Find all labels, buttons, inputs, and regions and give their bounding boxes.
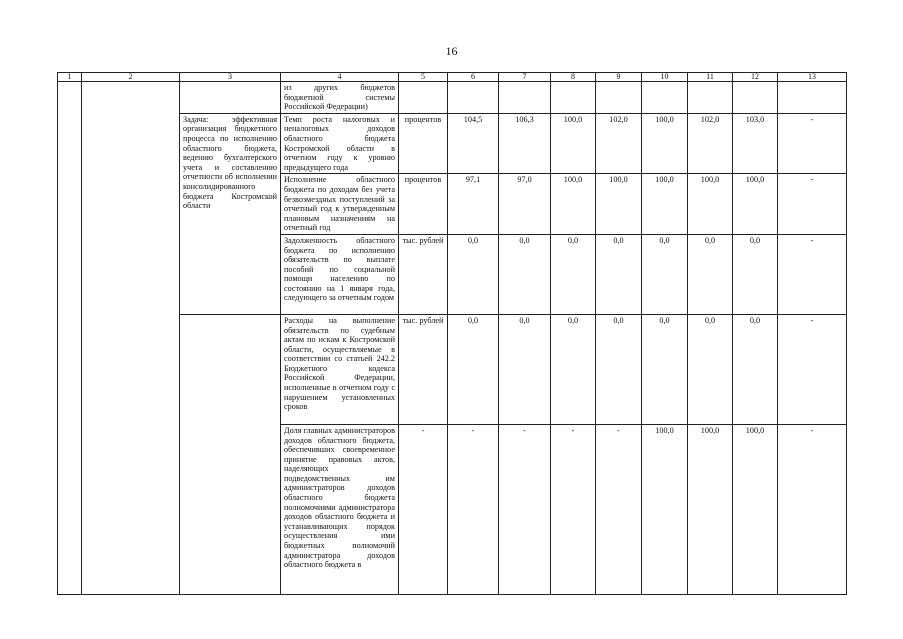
- value-cell: 0,0: [448, 314, 499, 424]
- header-cell: 10: [642, 73, 688, 82]
- value-cell: 100,0: [551, 174, 596, 235]
- value-cell: -: [778, 113, 847, 174]
- header-cell: 12: [733, 73, 778, 82]
- value-cell: 0,0: [688, 234, 733, 314]
- value-cell: 0,0: [642, 314, 688, 424]
- header-row: [58, 73, 847, 82]
- header-cell: 5: [399, 73, 448, 82]
- value-cell: -: [499, 424, 551, 594]
- value-cell: 100,0: [642, 174, 688, 235]
- value-cell: 0,0: [551, 234, 596, 314]
- value-cell: -: [551, 424, 596, 594]
- unit-cell: -: [399, 424, 448, 594]
- value-cell: -: [778, 174, 847, 235]
- value-cell: -: [778, 234, 847, 314]
- continuation-cell: из других бюджетов бюджетной системы Российской Федерации): [281, 82, 399, 114]
- value-cell: 106,3: [499, 113, 551, 174]
- value-cell: 100,0: [733, 174, 778, 235]
- value-cell: 100,0: [642, 113, 688, 174]
- value-cell: 0,0: [499, 234, 551, 314]
- value-cell: 102,0: [688, 113, 733, 174]
- header-cell: 11: [688, 73, 733, 82]
- value-cell: 0,0: [596, 314, 642, 424]
- value-cell: 0,0: [733, 234, 778, 314]
- header-cell: 13: [778, 73, 847, 82]
- value-cell: 0,0: [688, 314, 733, 424]
- value-cell: -: [448, 424, 499, 594]
- value-cell: 100,0: [733, 424, 778, 594]
- value-cell: 100,0: [642, 424, 688, 594]
- indicators-table: [57, 72, 847, 595]
- value-cell: 0,0: [551, 314, 596, 424]
- value-cell: 0,0: [596, 234, 642, 314]
- page-number: 16: [445, 44, 458, 58]
- unit-cell: тыс. рублей: [399, 314, 448, 424]
- value-cell: 97,0: [499, 174, 551, 235]
- value-cell: 0,0: [642, 234, 688, 314]
- value-cell: -: [596, 424, 642, 594]
- indicator-cell: Расходы на выполнение обязательств по судебным актам по искам к Костромской области, осуществляемые в соответствии со статьей 242.2 Бюджетного кодекса Российской Федерации, исполненные в отчетном году с нарушением установленных сроков: [281, 314, 399, 424]
- unit-cell: процентов: [399, 174, 448, 235]
- indicator-cell: Темп роста налоговых и неналоговых доходов областного бюджета Костромской области в отчетном году к уровню предыдущего года: [281, 113, 399, 174]
- value-cell: 97,1: [448, 174, 499, 235]
- value-cell: -: [778, 424, 847, 594]
- header-cell: 9: [596, 73, 642, 82]
- table-row: [58, 82, 847, 114]
- value-cell: 0,0: [733, 314, 778, 424]
- indicator-cell: Доля главных администраторов доходов областного бюджета, обеспечивших своевременное принятие правовых актов, наделяющих подведомственных им администраторов доходов областного бюджета полномочиями администратора доходов областного бюджета и устанавливающих порядок осуществления ими бюджетных полномочий администратора доходов областного бюджета в: [281, 424, 399, 594]
- value-cell: 0,0: [448, 234, 499, 314]
- value-cell: 104,5: [448, 113, 499, 174]
- header-cell: 2: [82, 73, 180, 82]
- header-cell: 7: [499, 73, 551, 82]
- task-cell: Задача: эффективная организация бюджетного процесса по исполнению областного бюджета, ведению бухгалтерского учета и составлению отчетности об исполнении консолидированного бюджета Костромской области: [180, 113, 281, 314]
- header-cell: 8: [551, 73, 596, 82]
- header-cell: 4: [281, 73, 399, 82]
- header-cell: 1: [58, 73, 82, 82]
- value-cell: -: [778, 314, 847, 424]
- value-cell: 100,0: [551, 113, 596, 174]
- unit-cell: процентов: [399, 113, 448, 174]
- value-cell: 100,0: [596, 174, 642, 235]
- header-cell: 6: [448, 73, 499, 82]
- header-cell: 3: [180, 73, 281, 82]
- value-cell: 103,0: [733, 113, 778, 174]
- value-cell: 102,0: [596, 113, 642, 174]
- value-cell: 100,0: [688, 174, 733, 235]
- indicator-cell: Исполнение областного бюджета по доходам без учета безвозмездных поступлений за отчетный год к утвержденным плановым назначениям на отчетный год: [281, 174, 399, 235]
- indicator-cell: Задолженность областного бюджета по исполнению обязательств по выплате пособий по социальной помощи населению по состоянию на 1 января года, следующего за отчетным годом: [281, 234, 399, 314]
- unit-cell: тыс. рублей: [399, 234, 448, 314]
- value-cell: 0,0: [499, 314, 551, 424]
- value-cell: 100,0: [688, 424, 733, 594]
